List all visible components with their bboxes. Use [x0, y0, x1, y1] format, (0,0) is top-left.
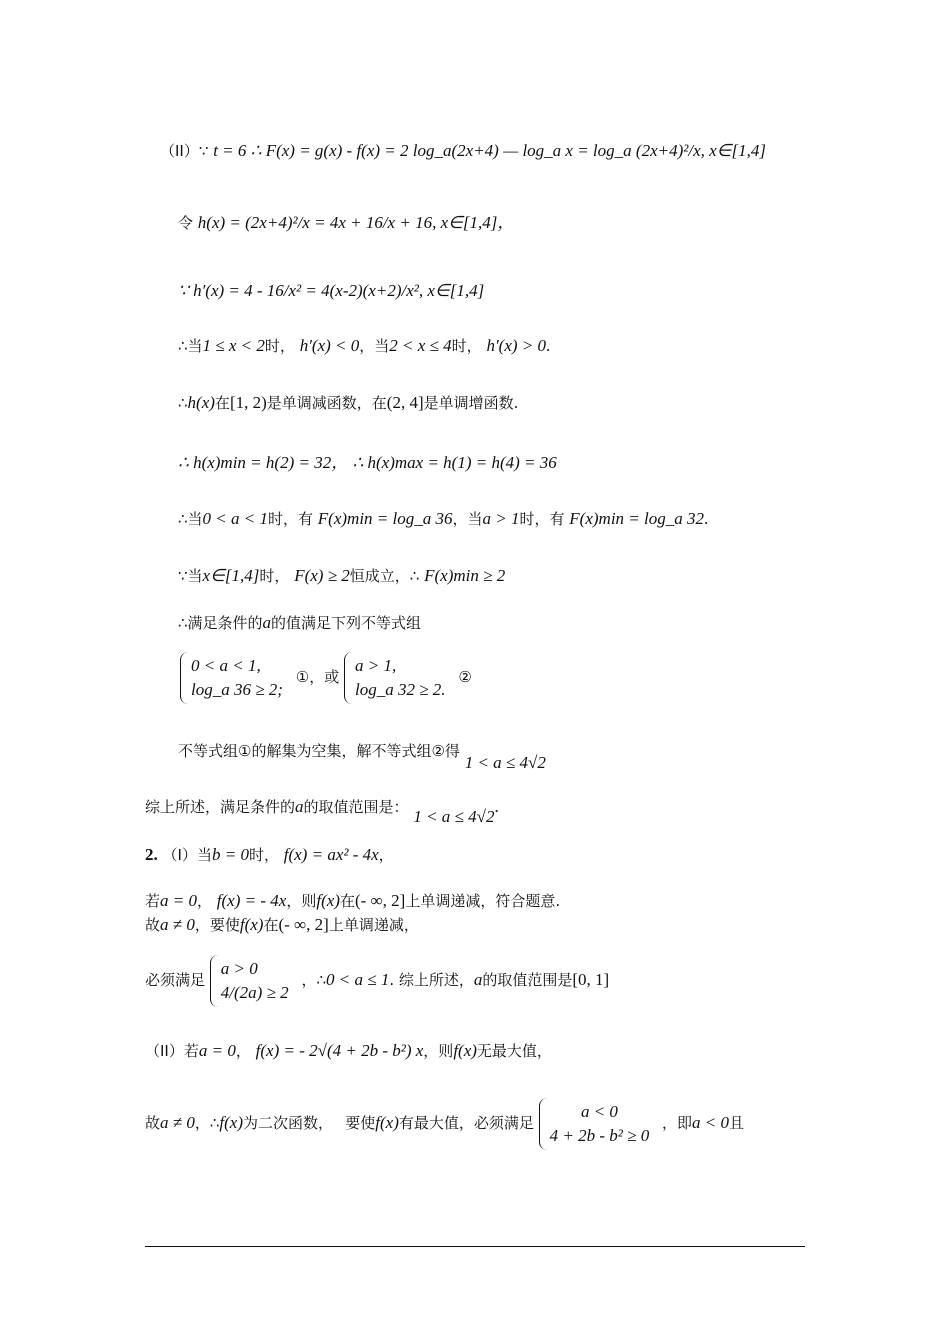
sys-row: log_a 36 ≥ 2;: [191, 680, 283, 699]
text: ，当: [452, 510, 483, 528]
formula: a: [262, 613, 272, 632]
text: （I）当: [162, 846, 212, 864]
formula: 1 < a ≤ 4√2: [413, 807, 495, 826]
inequality-system-4: [539, 1098, 658, 1150]
text: 令: [178, 214, 194, 232]
formula: F(x)min ≥ 2: [424, 566, 506, 585]
text: 是单调增函数.: [423, 394, 519, 412]
problem2-condition: [145, 955, 609, 1007]
line-solution: [178, 740, 546, 772]
text: ①，或: [295, 668, 340, 686]
text: ，当: [359, 337, 390, 355]
text: . 综上所述，: [389, 971, 474, 989]
formula: a = 0: [160, 891, 197, 910]
problem2-part2: [145, 1040, 552, 1062]
text: ，: [197, 892, 213, 910]
formula: a ≠ 0: [160, 1113, 195, 1132]
formula: f(x): [219, 1113, 243, 1132]
formula: ∴ h(x)min = h(2) = 32， ∴ h(x)max = h(1) = h(4) = 36: [178, 453, 557, 472]
text: 时，有: [268, 510, 314, 528]
formula: f(x) = - 4x: [216, 891, 287, 910]
text: 的取值范围是：: [303, 798, 409, 816]
line-monotonic: [178, 392, 518, 414]
formula: f(x) = - 2√(4 + 2b - b²) x: [255, 1041, 424, 1060]
formula: F(x)min = log_a 36: [317, 509, 453, 528]
formula: F(x) ≥ 2: [294, 566, 350, 585]
formula: h(x) = (2x+4)²/x = 4x + 16/x + 16, x∈[1,4]，: [197, 213, 515, 232]
text: 时，: [248, 846, 279, 864]
formula: (- ∞, 2]: [278, 915, 329, 934]
formula: (2, 4]: [386, 393, 424, 412]
formula: x∈[1,4]: [202, 566, 260, 585]
inequality-system-1: [180, 652, 291, 704]
formula: a ≠ 0: [160, 915, 195, 934]
formula: f(x): [316, 891, 340, 910]
formula: t = 6 ∴ F(x) = g(x) - f(x) = 2 log_a(2x+4) — log_a x = log_a (2x+4)²/x, x∈[1,4]: [213, 141, 766, 160]
text: ，∴: [301, 971, 327, 989]
sys-row: 4 + 2b - b² ≥ 0: [549, 1126, 650, 1145]
text: ，要使: [194, 916, 240, 934]
formula: a: [473, 970, 483, 989]
text: ∴满足条件的: [178, 614, 263, 632]
formula: ∵ h′(x) = 4 - 16/x² = 4(x-2)(x+2)/x², x∈[1,4]: [178, 281, 485, 300]
line-h-extrema: [178, 452, 557, 474]
text: 是单调减函数，在: [266, 394, 387, 412]
formula: a: [295, 797, 304, 816]
line-F-definition: [160, 140, 766, 162]
part-label: （II）∵: [160, 142, 209, 160]
formula: f(x): [375, 1113, 399, 1132]
text: 有最大值，必须满足: [398, 1114, 534, 1132]
text: .: [494, 797, 499, 816]
text: （II）若: [145, 1042, 199, 1060]
sys-row: 4/(2a) ≥ 2: [220, 983, 289, 1002]
formula: 0 < a ≤ 1: [326, 970, 390, 989]
text: ②: [458, 668, 472, 686]
text: 时，: [451, 337, 482, 355]
text: ∴: [178, 394, 188, 412]
formula: 0 < a < 1: [202, 509, 268, 528]
text: ，则: [286, 892, 317, 910]
text: 在: [339, 892, 355, 910]
problem2-quadratic: [145, 1098, 744, 1150]
sys-row: a < 0: [580, 1102, 618, 1121]
formula: b = 0: [211, 845, 249, 864]
line-h-derivative: [178, 280, 484, 302]
text: ∵当: [178, 567, 203, 585]
formula: 1 ≤ x < 2: [202, 336, 265, 355]
text: ∴当: [178, 337, 203, 355]
formula: h′(x) < 0: [299, 336, 360, 355]
formula: f(x) = ax² - 4x: [283, 845, 379, 864]
text: 上单调递减，符合题意.: [405, 892, 561, 910]
formula: (- ∞, 2]: [354, 891, 406, 910]
formula: F(x)min = log_a 32: [569, 509, 704, 528]
text: 为二次函数， 要使: [243, 1114, 376, 1132]
text: 的值满足下列不等式组: [271, 614, 422, 632]
text: 在: [214, 394, 230, 412]
sys-row: log_a 32 ≥ 2.: [354, 680, 446, 699]
line-inequality-systems: [180, 652, 472, 704]
line-h-definition: [178, 212, 514, 234]
text: 且: [729, 1114, 745, 1132]
text: 若: [145, 892, 161, 910]
text: .: [546, 336, 551, 355]
sys-row: a > 1,: [354, 656, 397, 675]
formula: [0, 1]: [572, 970, 610, 989]
formula: a > 1: [482, 509, 520, 528]
problem2-part1: [145, 844, 394, 866]
sys-row: a > 0: [220, 959, 258, 978]
sys-row: 0 < a < 1,: [191, 656, 261, 675]
text: ∴当: [178, 510, 203, 528]
text: 时，: [264, 337, 295, 355]
text: 的取值范围是: [482, 971, 573, 989]
problem2-case-a-nonzero: [145, 914, 419, 936]
text: ，即: [662, 1114, 693, 1132]
formula: f(x): [453, 1041, 477, 1060]
line-F-min-cases: [178, 508, 708, 530]
footer-divider: [145, 1246, 805, 1247]
text: 时，: [259, 567, 290, 585]
formula: h′(x) > 0: [486, 336, 546, 355]
text: ，: [378, 846, 394, 864]
text: 在: [263, 916, 279, 934]
formula: 1 < a ≤ 4√2: [464, 753, 546, 772]
formula: h(x): [187, 393, 215, 412]
text: 上单调递减，: [328, 916, 419, 934]
problem2-case-a0: [145, 890, 560, 912]
line-conclusion: [145, 796, 499, 826]
line-condition: [178, 565, 505, 587]
text: 故: [145, 916, 161, 934]
formula: 2 < x ≤ 4: [389, 336, 452, 355]
text: .: [704, 509, 709, 528]
formula: a = 0: [198, 1041, 236, 1060]
formula: f(x): [239, 915, 264, 934]
problem-number: 2.: [145, 845, 158, 864]
text: 无最大值，: [476, 1042, 552, 1060]
inequality-system-2: [344, 652, 454, 704]
text: ，: [235, 1042, 251, 1060]
text: 时，有: [519, 510, 565, 528]
text: 恒成立，∴: [349, 567, 420, 585]
formula: [1, 2): [229, 393, 267, 412]
line-inequality-intro: [178, 612, 421, 634]
text: ，则: [423, 1042, 454, 1060]
text: 综上所述，满足条件的: [145, 798, 296, 816]
formula: a < 0: [692, 1113, 730, 1132]
text: 必须满足: [145, 971, 206, 989]
text: ，∴: [194, 1114, 220, 1132]
inequality-system-3: [210, 955, 297, 1007]
line-derivative-sign: [178, 335, 550, 357]
text: 故: [145, 1114, 161, 1132]
text: 不等式组①的解集为空集，解不等式组②得: [178, 742, 460, 760]
